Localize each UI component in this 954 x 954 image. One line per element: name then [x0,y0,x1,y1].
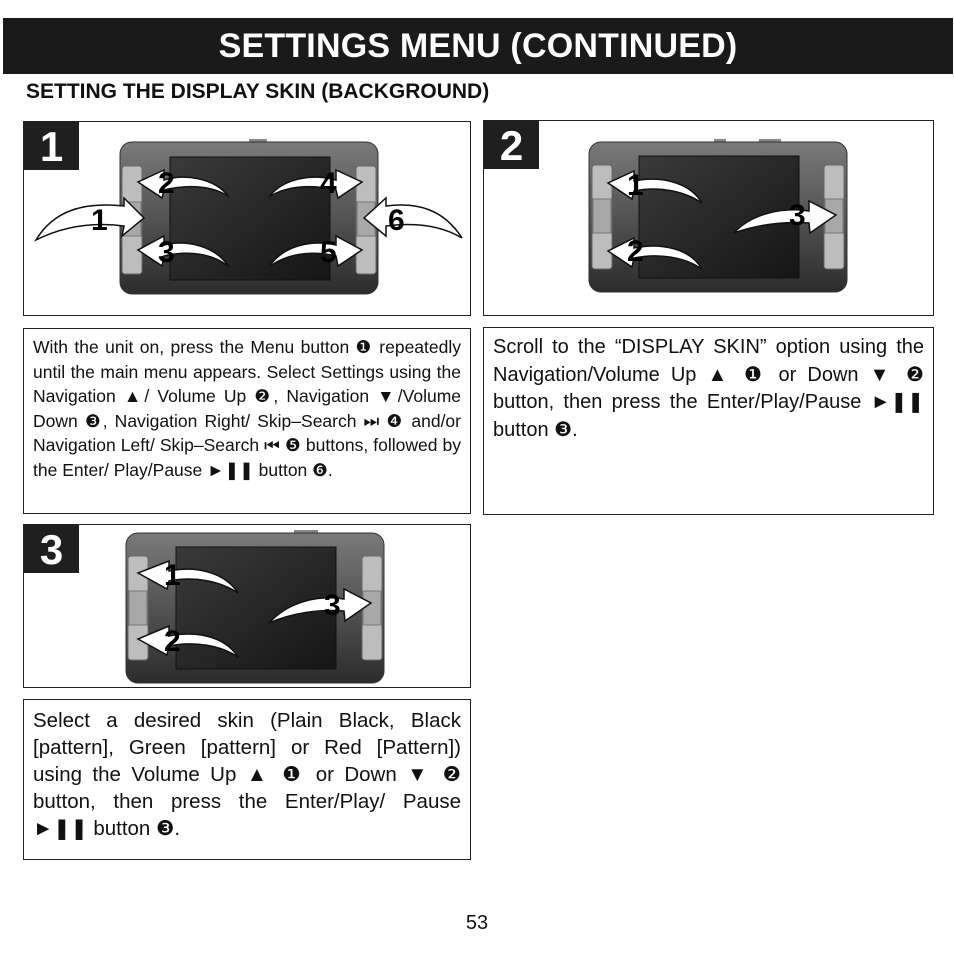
arrow-label: 1 [627,169,644,202]
step-3-illustration [23,524,471,688]
step-2-number: 2 [484,121,539,169]
step-2-instructions: Scroll to the “DISPLAY SKIN” option using the Navigation/Volume Up ▲ ❶ or Down ▼ ❷ button, then press the Enter/Play/Pause ►❚❚ button ❸. [483,327,934,515]
arrow-label: 3 [324,589,341,622]
step-3-instructions: Select a desired skin (Plain Black, Black [pattern], Green [pattern] or Red [Pattern]) using the Volume Up ▲ ❶ or Down ▼ ❷ button, then press the Enter/Play/ Pause ►❚❚ button ❸. [23,699,471,860]
arrow-label: 2 [627,235,644,268]
page-number: 53 [465,912,489,934]
arrow-label: 6 [388,204,405,237]
arrow-label: 2 [164,625,181,658]
section-heading: SETTING THE DISPLAY SKIN (BACKGROUND) [26,80,490,103]
step-1-instructions: With the unit on, press the Menu button ❶ repeatedly until the main menu appears. Select Settings using the Navigation ▲/ Volume Up ❷, Navigation ▼/Volume Down ❸, Navigation Right/ Skip–Search ⏭ ❹ and/or Navigation Left/ Skip–Search ⏮ ❺ buttons, followed by the Enter/ Play/Pause ►❚❚ button ❻. [23,328,471,514]
device-illustration [484,121,934,316]
device-illustration [24,122,471,316]
arrow-label: 2 [158,167,175,200]
arrow-label: 4 [320,167,337,200]
page-title: SETTINGS MENU (CONTINUED) [3,18,953,74]
step-3-number: 3 [24,525,79,573]
step-1-number: 1 [24,122,79,170]
device-illustration [24,525,471,688]
step-1-illustration [23,121,471,316]
arrow-label: 3 [789,199,806,232]
arrow-label: 3 [158,236,175,269]
arrow-label: 1 [91,204,108,237]
arrow-label: 5 [320,236,337,269]
arrow-label: 1 [164,559,181,592]
step-2-illustration [483,120,934,316]
